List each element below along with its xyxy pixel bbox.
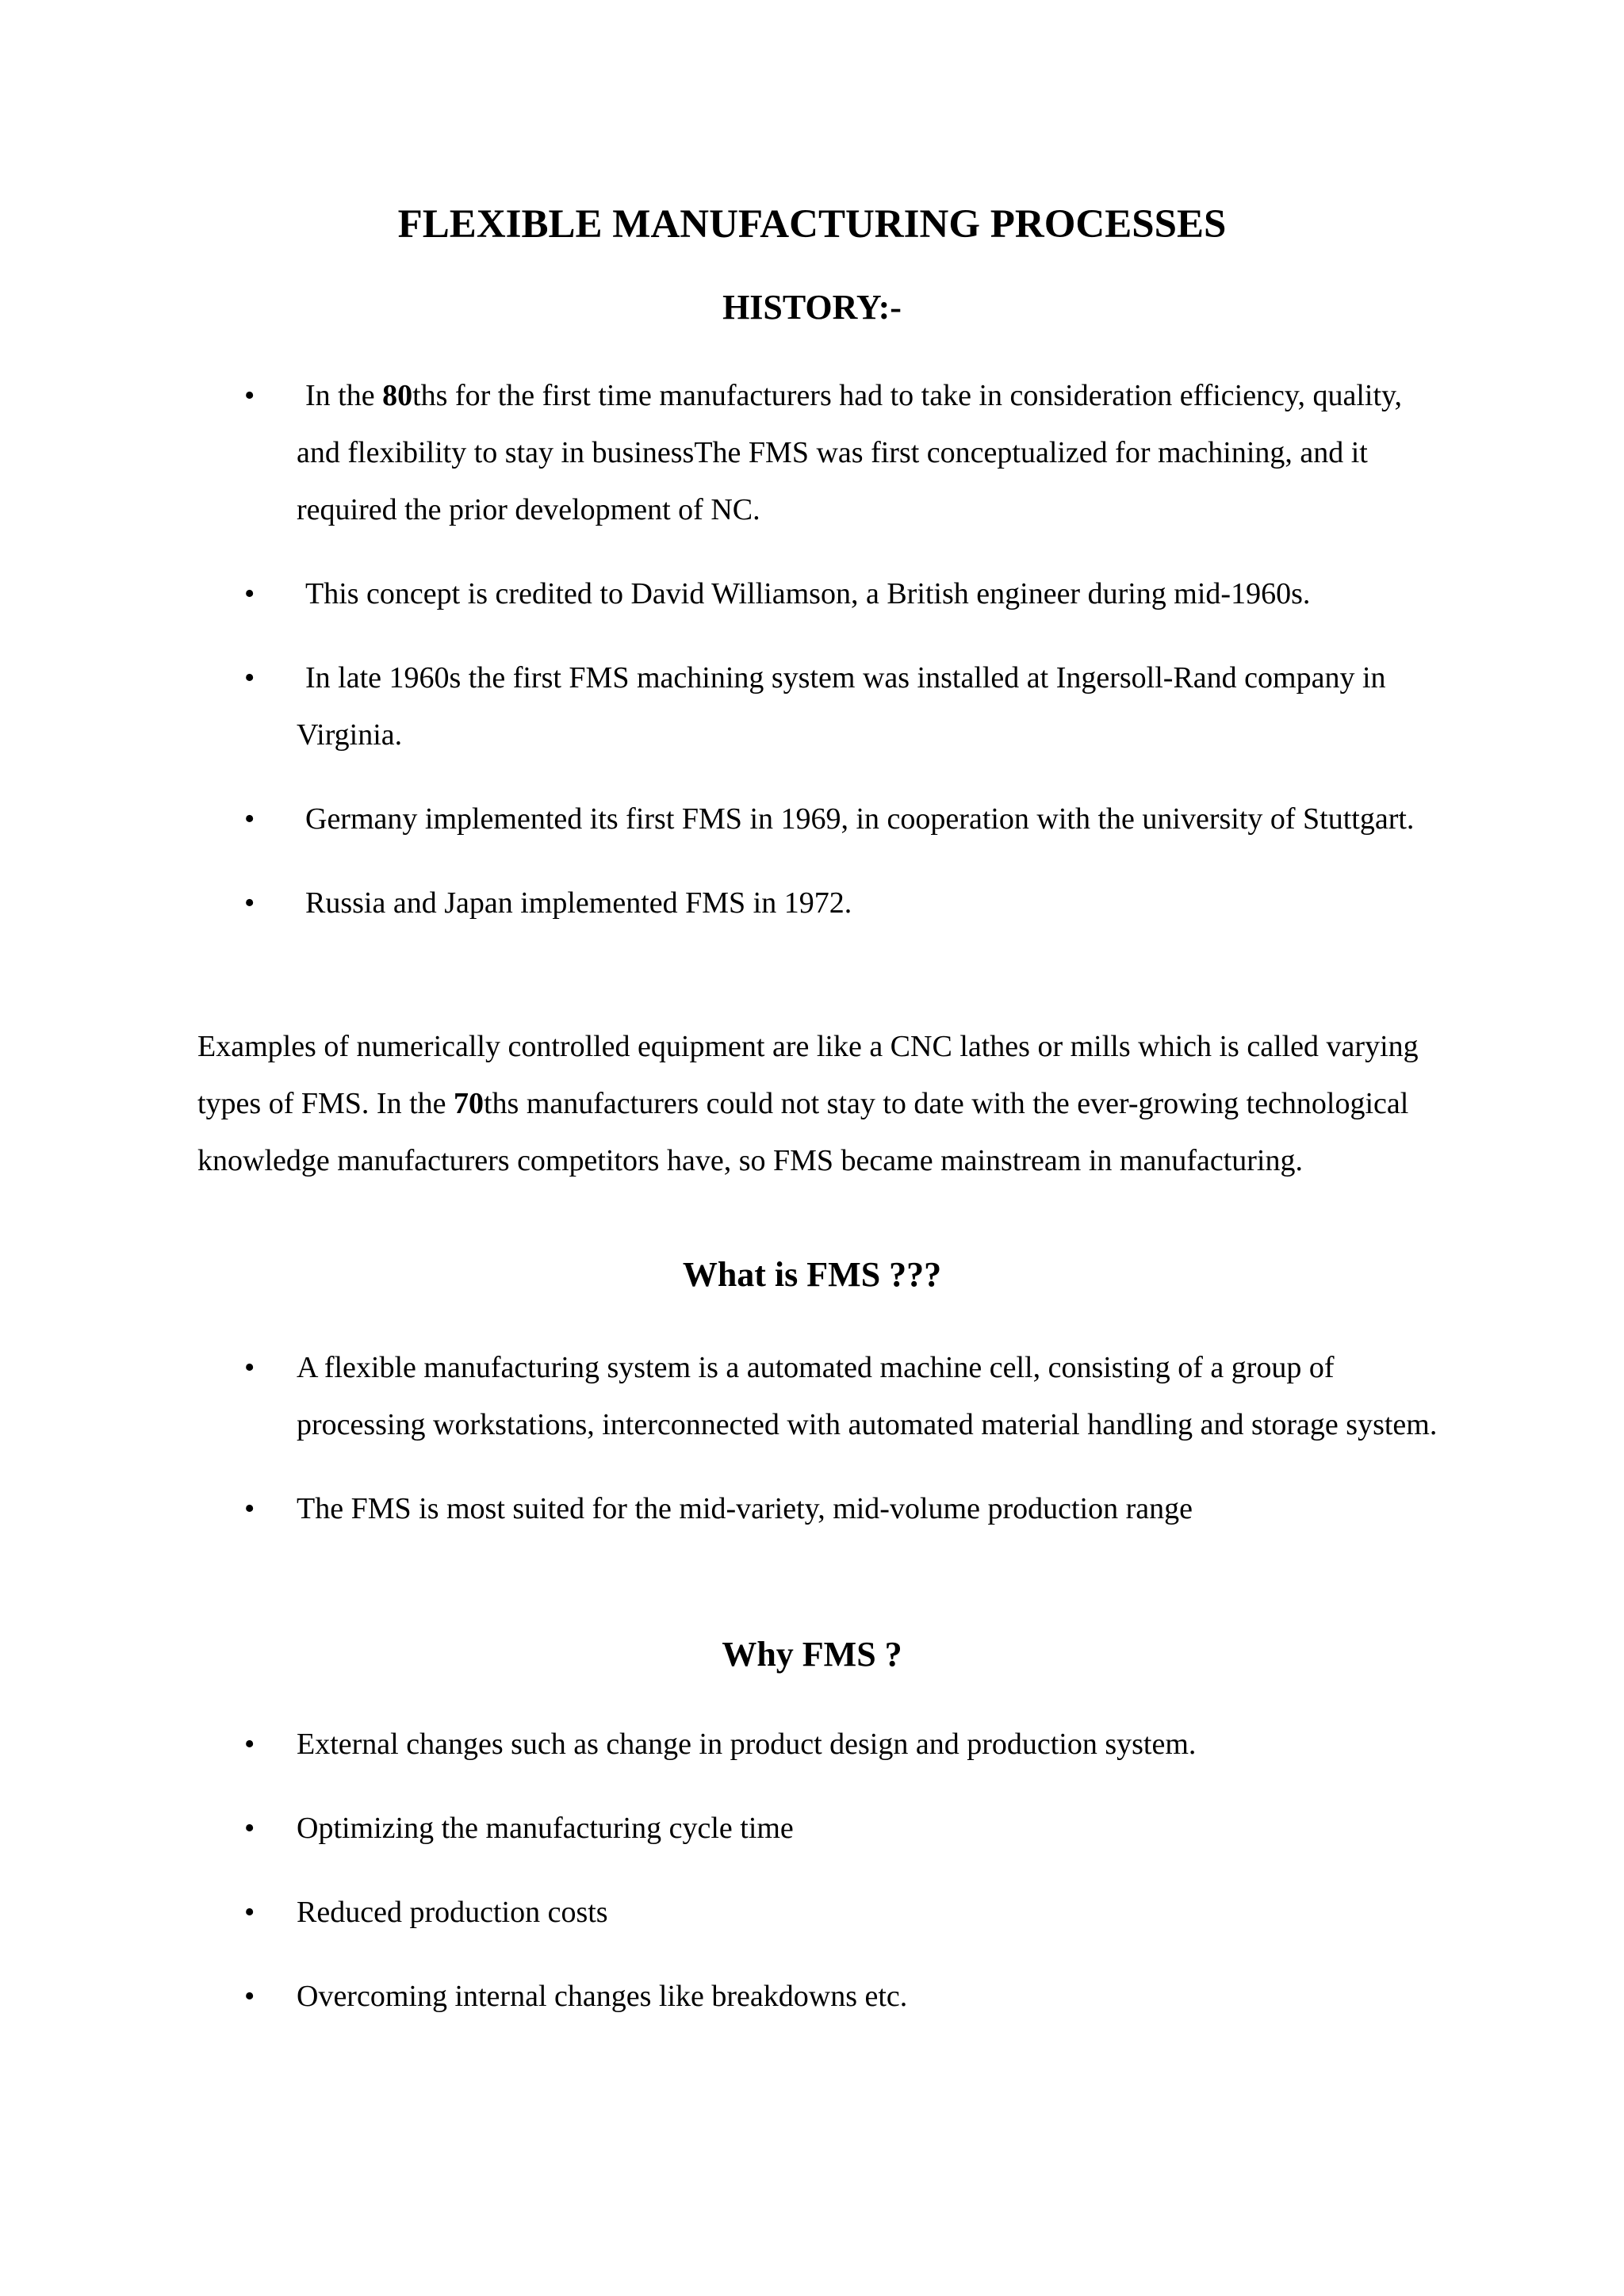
history-item-2: This concept is credited to David Williamson, a British engineer during mid-1960s.: [305, 577, 1311, 610]
list-item: [0, 649, 1438, 763]
list-item: [0, 874, 1438, 932]
bullet-icon: •: [244, 379, 255, 412]
history-item-4: Germany implemented its first FMS in 1969, in cooperation with the university of Stuttgart.: [305, 802, 1415, 836]
examples-post: ths manufacturers could not stay to date with the ever-growing technological knowledge manufacturers competitors have, so FMS became mainstream in manufacturing.: [197, 1087, 1409, 1177]
what-item-1: A flexible manufacturing system is a automated machine cell, consisting of a group of processing workstations, interconnected with automated material handling and storage system.: [297, 1351, 1438, 1441]
bullet-icon: •: [244, 1351, 255, 1384]
examples-bold: 70: [454, 1087, 484, 1120]
bullet-icon: •: [244, 661, 255, 695]
list-item: [0, 565, 1438, 622]
list-item: [0, 1716, 1438, 1773]
document-title: FLEXIBLE MANUFACTURING PROCESSES: [397, 202, 1227, 247]
why-item-2: Optimizing the manufacturing cycle time: [297, 1812, 794, 1845]
list-item: [0, 790, 1438, 848]
why-fms-heading: Why FMS ?: [722, 1635, 902, 1674]
history-item-5: Russia and Japan implemented FMS in 1972.: [305, 886, 852, 920]
list-item: [0, 1884, 1438, 1941]
what-is-fms-heading: What is FMS ???: [682, 1255, 942, 1294]
list-item: [0, 1800, 1438, 1857]
why-item-4: Overcoming internal changes like breakdowns etc.: [297, 1980, 908, 2013]
bullet-icon: •: [244, 1728, 255, 1761]
history-item-1-bold: 80: [382, 379, 413, 412]
list-item: [0, 367, 1438, 538]
what-item-2: The FMS is most suited for the mid-variety, mid-volume production range: [297, 1492, 1193, 1525]
list-item: [0, 1339, 1438, 1453]
history-list: [0, 367, 1624, 959]
history-item-1-pre: In the: [305, 379, 383, 412]
why-item-3: Reduced production costs: [297, 1896, 608, 1929]
history-item-1-post: ths for the first time manufacturers had to take in consideration efficiency, quality, and flexibility to stay in businessThe FMS was first conceptualized for machining, and it required the prior development of NC.: [297, 379, 1403, 526]
bullet-icon: •: [244, 802, 255, 836]
why-fms-list: [0, 1716, 1624, 2052]
history-item-3: In late 1960s the first FMS machining system was installed at Ingersoll-Rand company in Virginia.: [297, 661, 1386, 752]
history-heading: HISTORY:-: [722, 288, 902, 327]
bullet-icon: •: [244, 1896, 255, 1929]
bullet-icon: •: [244, 886, 255, 920]
list-item: [0, 1968, 1438, 2025]
list-item: [0, 1480, 1438, 1537]
why-item-1: External changes such as change in product design and production system.: [297, 1728, 1197, 1761]
examples-paragraph: [197, 1018, 1434, 1189]
bullet-icon: •: [244, 1492, 255, 1525]
what-is-fms-list: [0, 1339, 1624, 1564]
bullet-icon: •: [244, 577, 255, 610]
bullet-icon: •: [244, 1812, 255, 1845]
bullet-icon: •: [244, 1980, 255, 2013]
examples-pre: Examples of numerically controlled equipment are like a CNC lathes or mills which is called varying types of FMS. In the: [197, 1030, 1419, 1120]
